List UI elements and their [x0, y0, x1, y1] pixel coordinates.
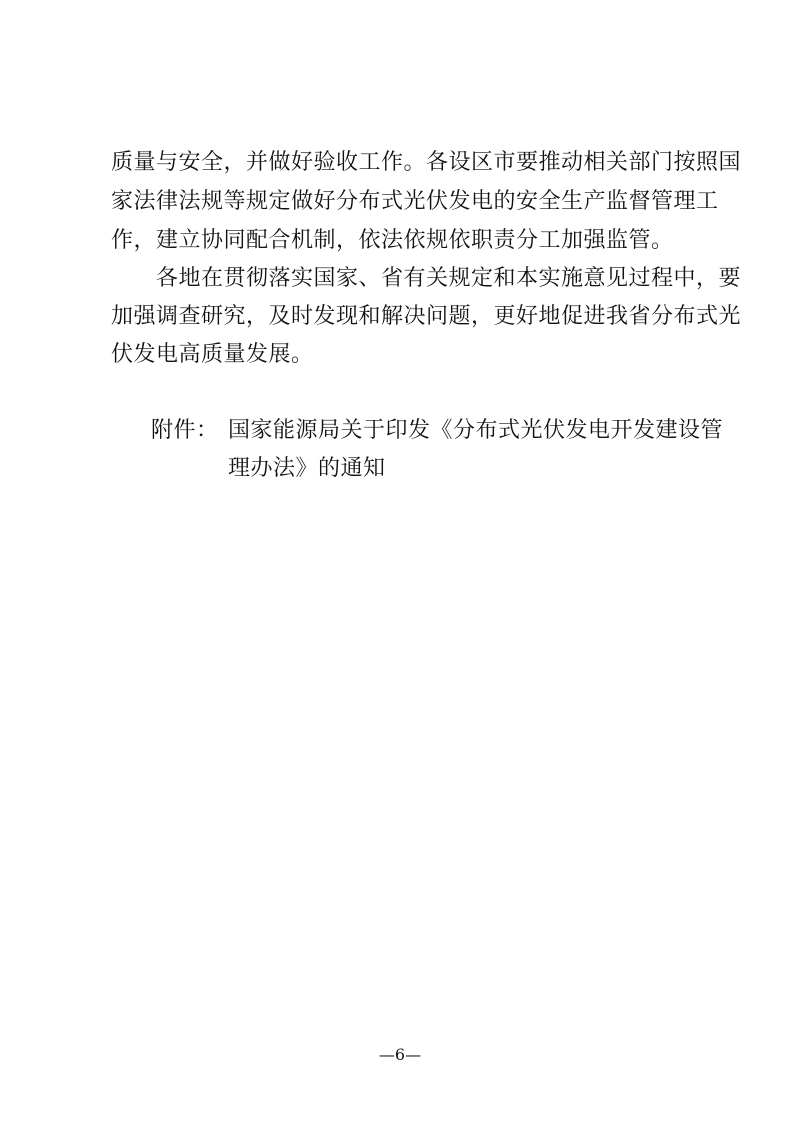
paragraph-2-line-3: 伏发电高质量发展。 [111, 342, 314, 367]
attachment-title-line-1: 国家能源局关于印发《分布式光伏发电开发建设管 [228, 418, 724, 443]
paragraph-2-line-1: 各地在贯彻落实国家、省有关规定和本实施意见过程中，要 [111, 266, 742, 291]
attachment-title-line-2: 理办法》的通知 [228, 456, 386, 481]
page-number: —6— [378, 1045, 422, 1064]
paragraph-2-line-2: 加强调查研究，及时发现和解决问题，更好地促进我省分布式光 [111, 304, 742, 329]
paragraph-1-line-2: 家法律法规等规定做好分布式光伏发电的安全生产监督管理工 [111, 189, 719, 214]
attachment-label: 附件： [151, 418, 219, 443]
paragraph-1-line-3: 作，建立协同配合机制，依法依规依职责分工加强监管。 [111, 228, 674, 253]
paragraph-1-line-1: 质量与安全，并做好验收工作。各设区市要推动相关部门按照国 [111, 150, 742, 175]
